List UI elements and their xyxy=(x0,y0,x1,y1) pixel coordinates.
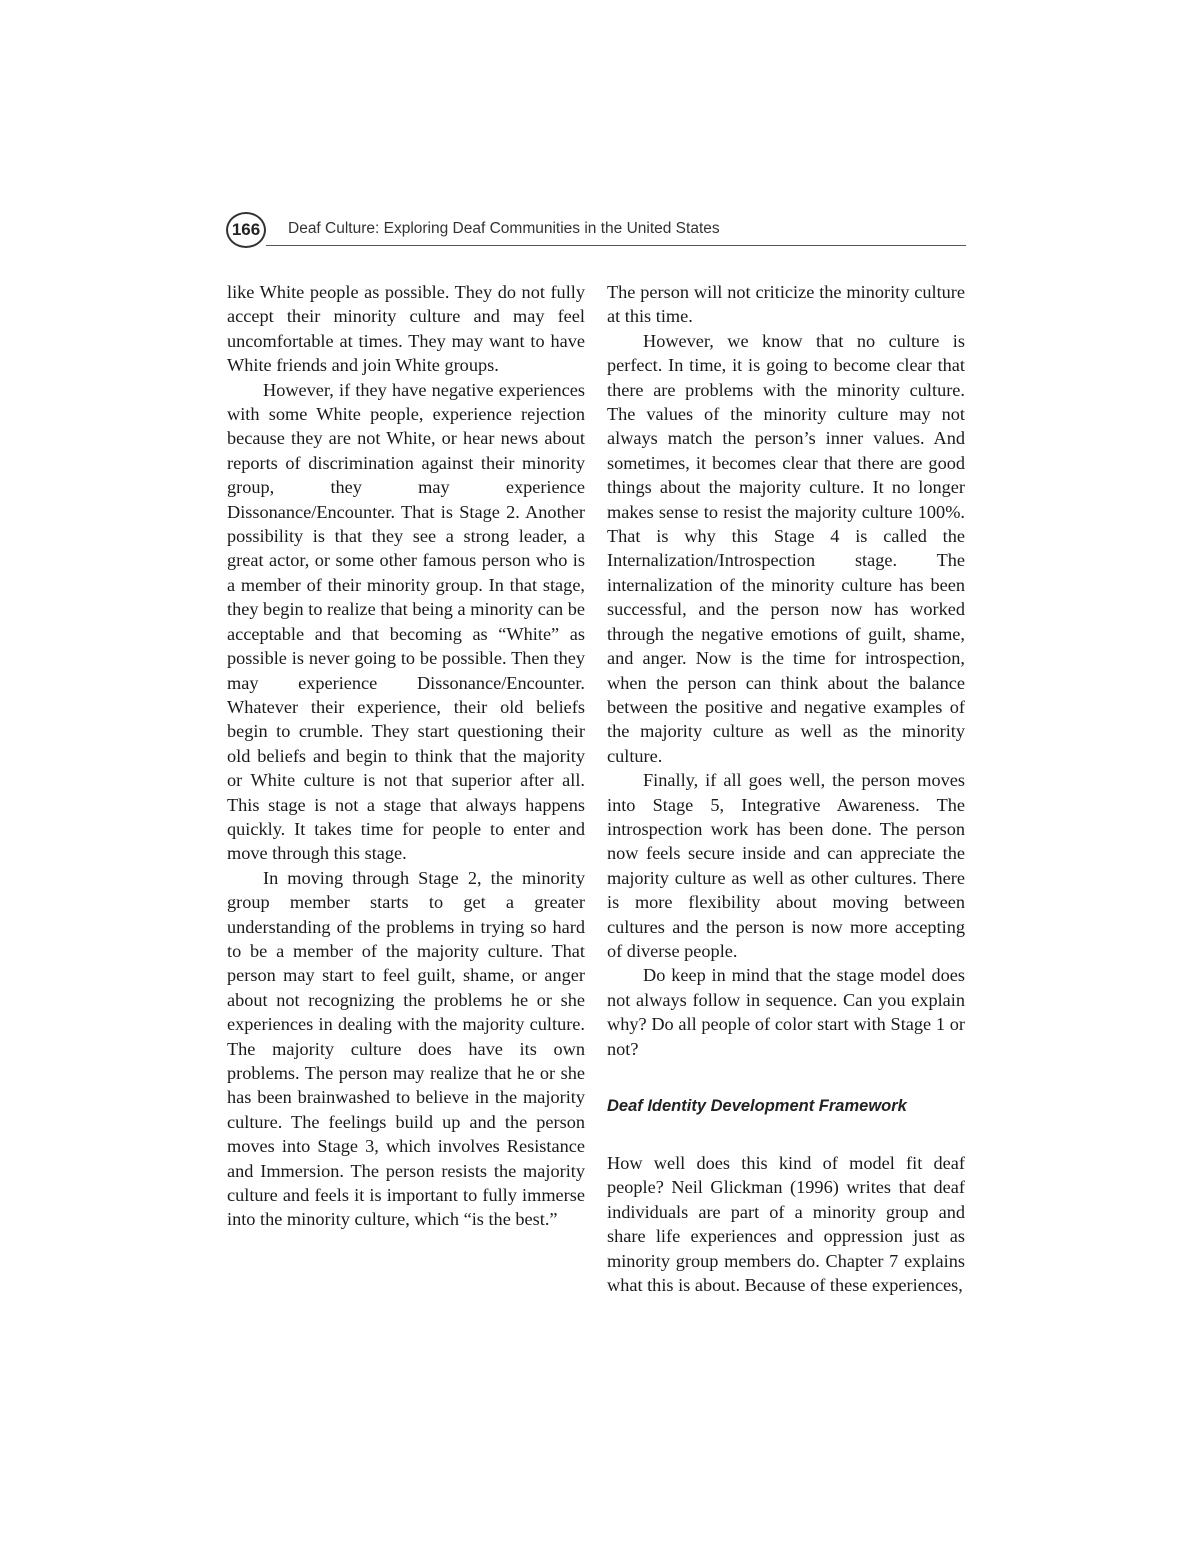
page-header xyxy=(226,210,966,250)
body-paragraph: However, if they have negative experiences with some White people, experience rejection because they are not White, or hear news about reports of discrimination against their minority group, they may experience Dissonance/Encounter. That is Stage 2. Another possibility is that they see a strong leader, a great actor, or some other famous person who is a member of their minority group. In that stage, they begin to realize that being a minority can be acceptable and that becoming as “White” as possible is never going to be possible. Then they may experience Dissonance/Encounter. Whatever their experience, their old beliefs begin to crumble. They start questioning their old beliefs and begin to think that the majority or White culture is not that superior after all. This stage is not a stage that always happens quickly. It takes time for people to enter and move through this stage. xyxy=(227,379,585,864)
left-column xyxy=(227,280,585,1232)
section-heading: Deaf Identity Development Framework xyxy=(607,1097,907,1115)
header-rule xyxy=(266,245,966,246)
body-paragraph: In moving through Stage 2, the minority group member starts to get a greater understanding of the problems in trying so hard to be a member of the majority culture. That person may start to feel guilt, shame, or anger about not recognizing the problems he or she experiences in dealing with the majority culture. The majority culture does have its own problems. The person may realize that he or she has been brainwashed to believe in the majority culture. The feelings build up and the person moves into Stage 3, which involves Resistance and Immersion. The person resists the majority culture and feels it is important to fully immerse into the minority culture, which “is the best.” xyxy=(227,867,585,1230)
body-paragraph: Do keep in mind that the stage model does not always follow in sequence. Can you explain why? Do all people of color start with Stage 1 or not? xyxy=(607,965,965,1059)
body-paragraph: like White people as possible. They do not fully accept their minority culture and may feel uncomfortable at times. They may want to have White friends and join White groups. xyxy=(227,282,585,376)
body-paragraph: However, we know that no culture is perfect. In time, it is going to become clear that there are problems with the minority culture. The values of the minority culture may not always match the person’s inner values. And sometimes, it becomes clear that there are good things about the majority culture. It no longer makes sense to resist the majority culture 100%. That is why this Stage 4 is called the Internalization/Introspection stage. The internalization of the minority culture has been successful, and the person now has worked through the negative emotions of guilt, shame, and anger. Now is the time for introspection, when the person can think about the balance between the positive and negative examples of the majority culture as well as the minority culture. xyxy=(607,330,965,766)
body-paragraph: Finally, if all goes well, the person moves into Stage 5, Integrative Awareness. The introspection work has been done. The person now feels secure inside and can appreciate the majority culture as well as other cultures. There is more flexibility about moving between cultures and the person is now more accepting of diverse people. xyxy=(607,770,965,961)
body-paragraph: The person will not criticize the minority culture at this time. xyxy=(607,282,965,327)
right-column xyxy=(607,280,965,1297)
page-number: 166 xyxy=(226,212,266,248)
body-paragraph: How well does this kind of model fit deaf people? Neil Glickman (1996) writes that deaf individuals are part of a minority group and share life experiences and oppression just as minority group members do. Chapter 7 explains what this is about. Because of these experiences, xyxy=(607,1153,965,1296)
running-title: Deaf Culture: Exploring Deaf Communities in the United States xyxy=(288,220,720,237)
